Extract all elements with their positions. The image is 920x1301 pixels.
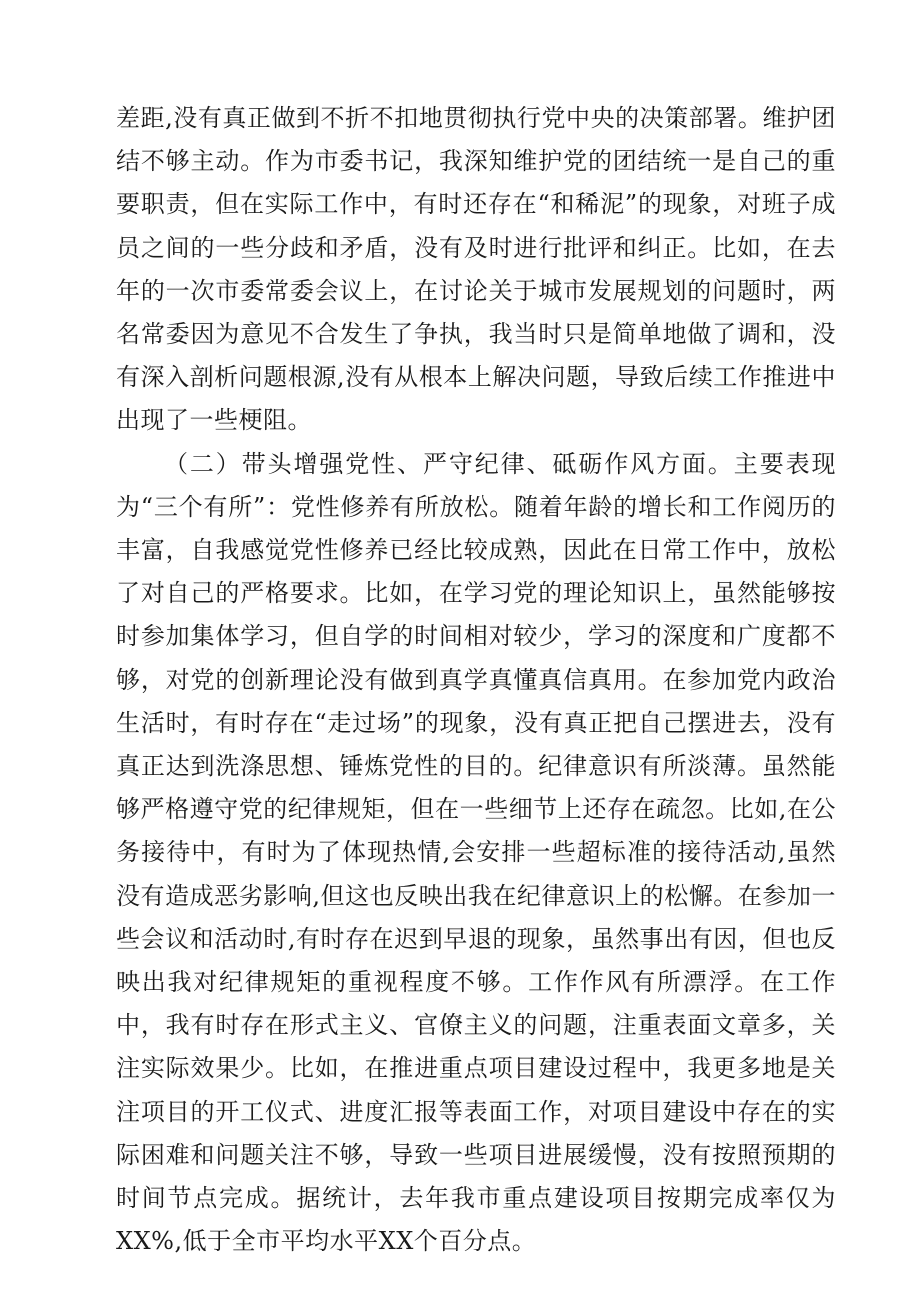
paragraph-continuation: 差距,没有真正做到不折不扣地贯彻执行党中央的决策部署。维护团结不够主动。作为市委书记，我深知维护党的团结统一是自己的重要职责，但在实际工作中，有时还存在“和稀泥”的现象，对班子成员之间的一些分歧和矛盾，没有及时进行批评和纠正。比如，在去年的一次市委常委会议上，在讨论关于城市发展规划的问题时，两名常委因为意见不合发生了争执，我当时只是简单地做了调和，没有深入剖析问题根源,没有从根本上解决问题，导致后续工作推进中出现了一些梗阻。 (116, 104, 836, 435)
paragraph-section-two: （二）带头增强党性、严守纪律、砥砺作风方面。主要表现为“三个有所”：党性修养有所放松。随着年龄的增长和工作阅历的丰富，自我感觉党性修养已经比较成熟，因此在日常工作中，放松了对自己的严格要求。比如，在学习党的理论知识上，虽然能够按时参加集体学习，但自学的时间相对较少，学习的深度和广度都不够，对党的创新理论没有做到真学真懂真信真用。在参加党内政治生活时，有时存在“走过场”的现象，没有真正把自己摆进去，没有真正达到洗涤思想、锤炼党性的目的。纪律意识有所淡薄。虽然能够严格遵守党的纪律规矩，但在一些细节上还存在疏忽。比如,在公务接待中，有时为了体现热情,会安排一些超标准的接待活动,虽然没有造成恶劣影响,但这也反映出我在纪律意识上的松懈。在参加一些会议和活动时,有时存在迟到早退的现象，虽然事出有因，但也反映出我对纪律规矩的重视程度不够。工作作风有所漂浮。在工作中，我有时存在形式主义、官僚主义的问题，注重表面文章多，关注实际效果少。比如，在推进重点项目建设过程中，我更多地是关注项目的开工仪式、进度汇报等表面工作，对项目建设中存在的实际困难和问题关注不够，导致一些项目进展缓慢，没有按照预期的时间节点完成。据统计，去年我市重点建设项目按期完成率仅为XX%,低于全市平均水平XX个百分点。 (116, 449, 836, 1256)
document-body (116, 97, 836, 1263)
